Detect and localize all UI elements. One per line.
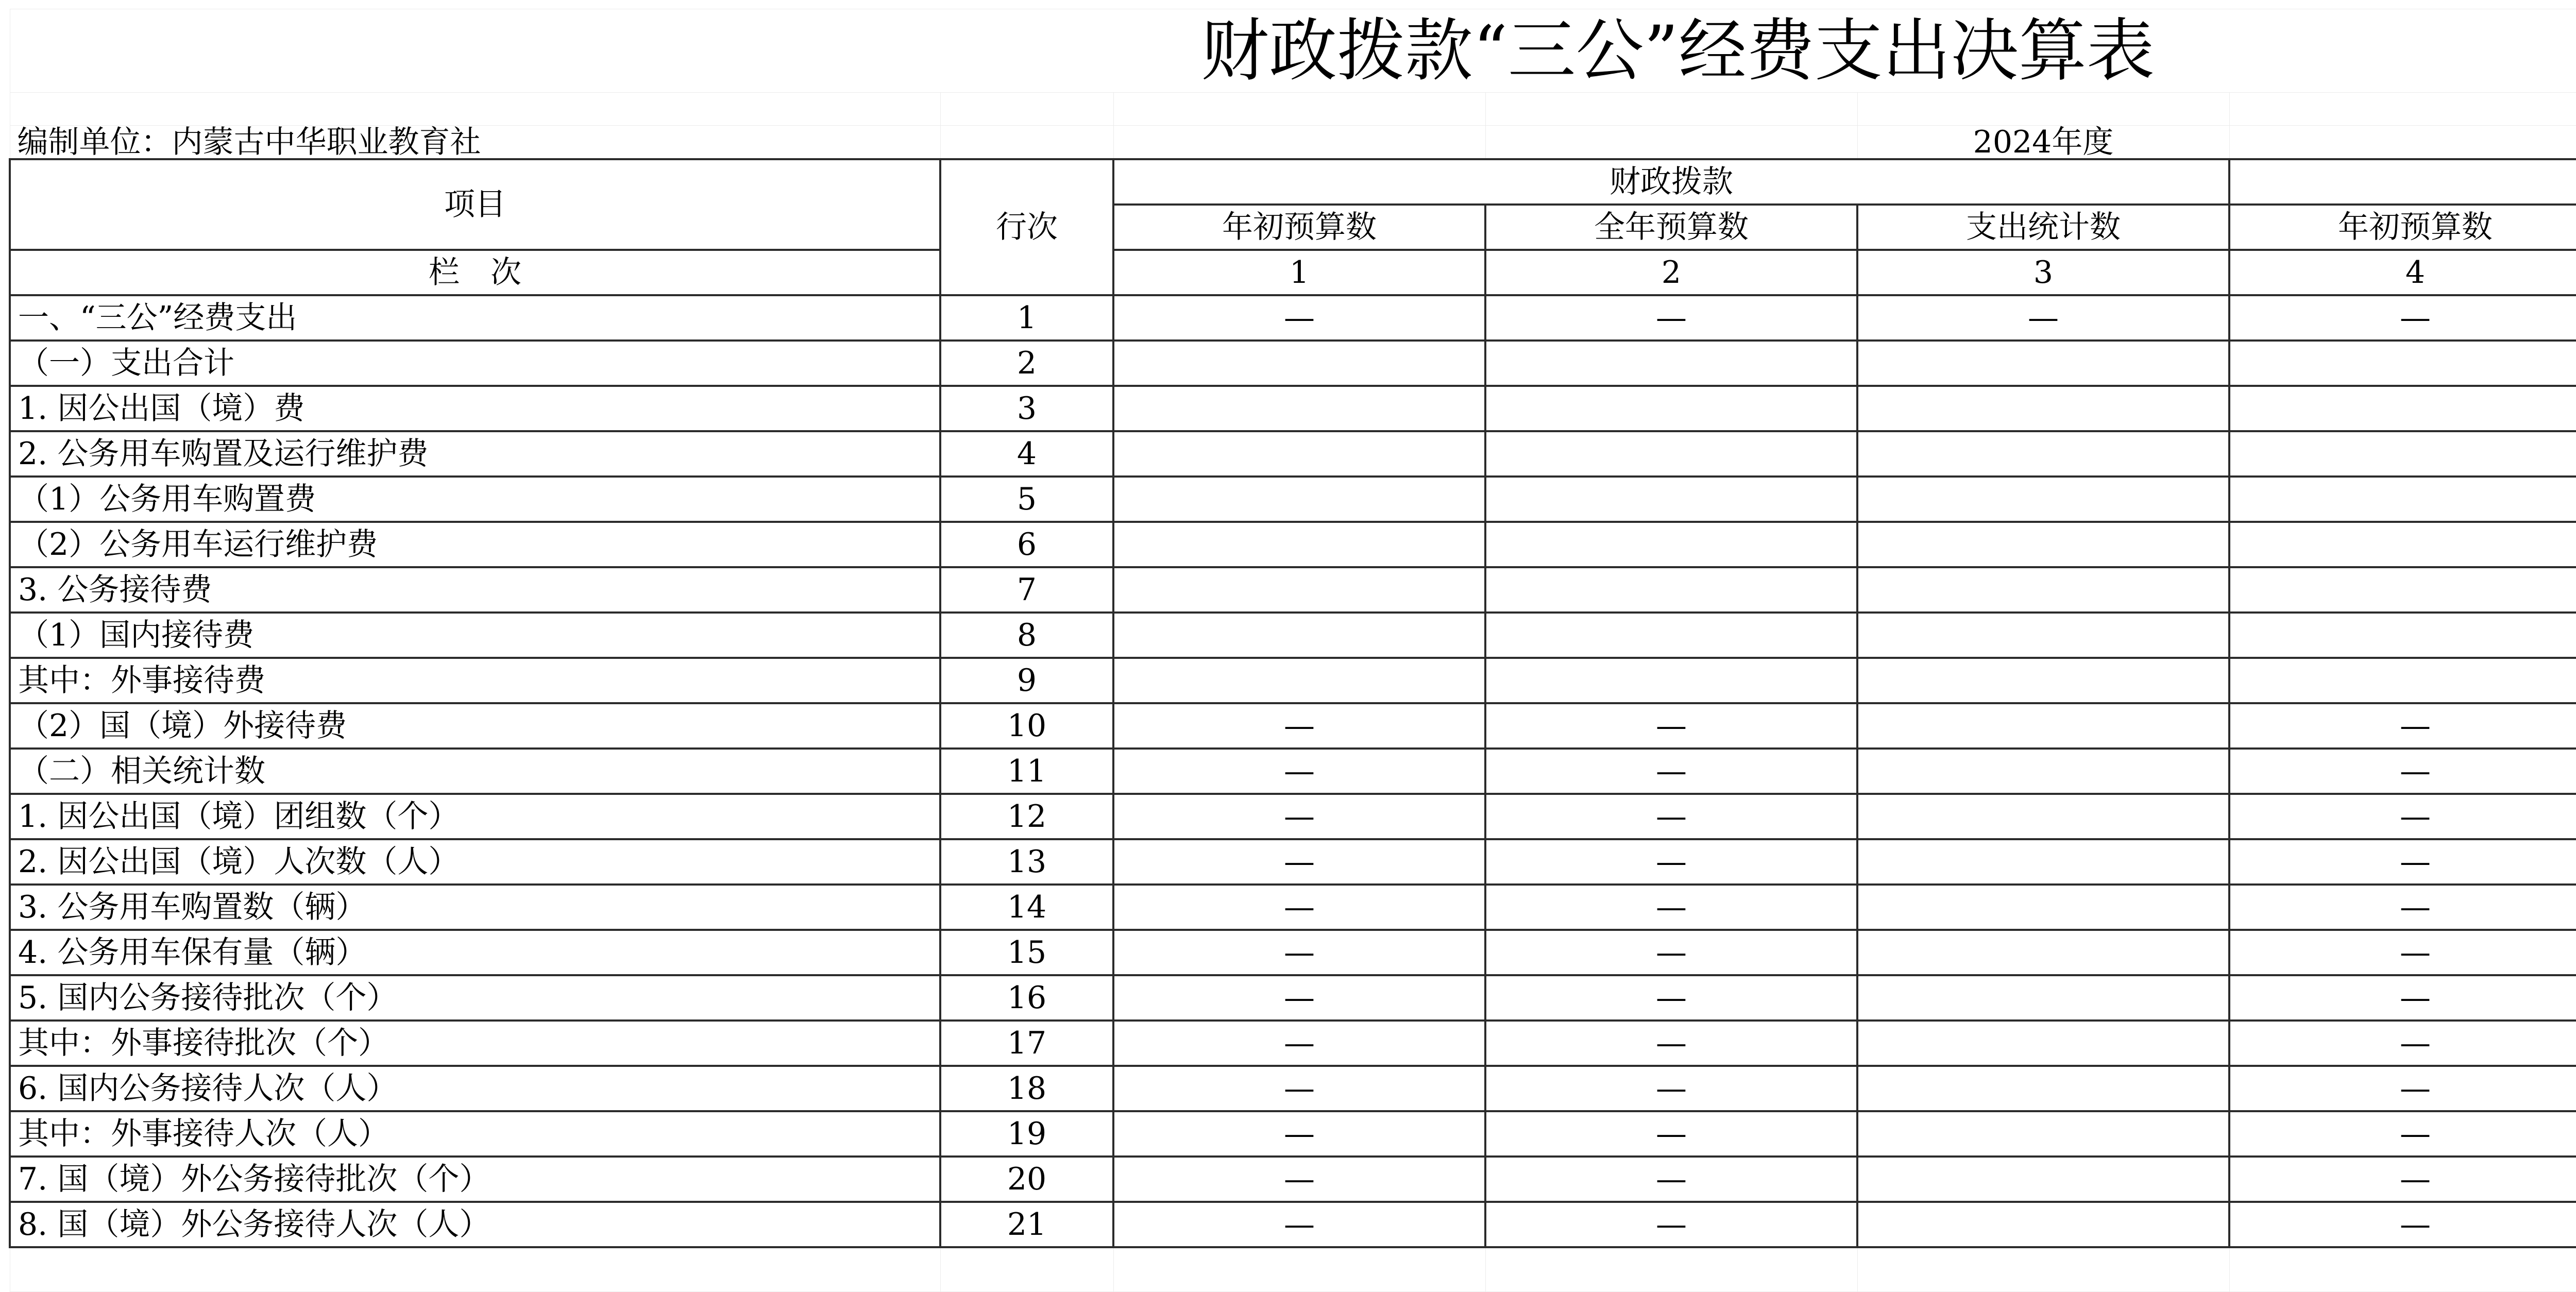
row-cell: [1857, 975, 2229, 1021]
row-cell: [1485, 522, 1857, 567]
row-cell: —: [1485, 885, 1857, 930]
row-cell: [2229, 613, 2576, 658]
row-cell: [1857, 703, 2229, 749]
row-label: 一、“三公”经费支出: [10, 295, 940, 341]
row-cell: [1857, 341, 2229, 386]
row-cell: [1857, 522, 2229, 567]
row-label: 其中：外事接待费: [10, 658, 940, 703]
row-cell: —: [2229, 1021, 2576, 1066]
row-label: 5. 国内公务接待批次（个）: [10, 975, 940, 1021]
row-line-number: 18: [940, 1066, 1113, 1111]
table-row: [10, 885, 2576, 930]
row-cell: —: [2229, 1111, 2576, 1157]
header-sub-1: 年初预算数: [1113, 205, 1485, 250]
header-general: [2229, 159, 2576, 205]
table-row: [10, 1111, 2576, 1157]
table-row: [10, 567, 2576, 613]
row-cell: [1113, 522, 1485, 567]
row-cell: —: [1113, 839, 1485, 885]
table-row: [10, 295, 2576, 341]
row-cell: [2229, 658, 2576, 703]
row-cell: [1113, 431, 1485, 477]
row-cell: —: [1857, 295, 2229, 341]
header-num-2: 2: [1485, 250, 1857, 295]
report-title: 财政拨款“三公”经费支出决算表: [10, 9, 2576, 93]
row-cell: [1857, 839, 2229, 885]
row-line-number: 1: [940, 295, 1113, 341]
row-line-number: 5: [940, 477, 1113, 522]
row-cell: [1485, 431, 1857, 477]
table-row: [10, 703, 2576, 749]
row-label: 4. 公务用车保有量（辆）: [10, 930, 940, 975]
row-cell: [1485, 386, 1857, 431]
row-cell: —: [1485, 1066, 1857, 1111]
row-cell: [2229, 386, 2576, 431]
row-cell: [1113, 567, 1485, 613]
row-line-number: 21: [940, 1202, 1113, 1247]
row-cell: [1857, 1111, 2229, 1157]
row-line-number: 8: [940, 613, 1113, 658]
row-cell: [1857, 431, 2229, 477]
row-cell: [1857, 794, 2229, 839]
row-label: 1. 因公出国（境）团组数（个）: [10, 794, 940, 839]
table-row: [10, 975, 2576, 1021]
row-cell: [1113, 613, 1485, 658]
row-line-number: 19: [940, 1111, 1113, 1157]
header-sub-3: 支出统计数: [1857, 205, 2229, 250]
header-num-4: 4: [2229, 250, 2576, 295]
row-cell: —: [1485, 930, 1857, 975]
row-label: 2. 公务用车购置及运行维护费: [10, 431, 940, 477]
row-label: （2）公务用车运行维护费: [10, 522, 940, 567]
row-cell: [2229, 567, 2576, 613]
row-cell: [1485, 341, 1857, 386]
row-cell: —: [1113, 749, 1485, 794]
row-cell: [1857, 749, 2229, 794]
row-label: （1）公务用车购置费: [10, 477, 940, 522]
row-cell: —: [2229, 1202, 2576, 1247]
table-row: [10, 1021, 2576, 1066]
row-cell: —: [2229, 930, 2576, 975]
row-cell: [1857, 613, 2229, 658]
row-label: 其中：外事接待批次（个）: [10, 1021, 940, 1066]
row-cell: —: [2229, 1066, 2576, 1111]
row-label: 3. 公务用车购置数（辆）: [10, 885, 940, 930]
table-row: [10, 794, 2576, 839]
table-row: [10, 1202, 2576, 1247]
row-line-number: 20: [940, 1157, 1113, 1202]
row-label: 7. 国（境）外公务接待批次（个）: [10, 1157, 940, 1202]
row-cell: —: [2229, 703, 2576, 749]
row-cell: [1857, 386, 2229, 431]
row-cell: [1857, 567, 2229, 613]
row-cell: —: [1113, 794, 1485, 839]
table-row: [10, 477, 2576, 522]
row-cell: [1113, 477, 1485, 522]
row-cell: —: [1113, 1111, 1485, 1157]
row-cell: [2229, 341, 2576, 386]
row-cell: [2229, 477, 2576, 522]
row-line-number: 12: [940, 794, 1113, 839]
row-cell: —: [1485, 794, 1857, 839]
table-row: [10, 1066, 2576, 1111]
row-cell: [2229, 431, 2576, 477]
row-cell: —: [2229, 1157, 2576, 1202]
table-row: [10, 930, 2576, 975]
table-row: [10, 839, 2576, 885]
report-table: [9, 9, 2576, 1292]
row-cell: [1113, 386, 1485, 431]
row-line-number: 7: [940, 567, 1113, 613]
row-cell: —: [1485, 1021, 1857, 1066]
row-cell: [1857, 1157, 2229, 1202]
row-label: 其中：外事接待人次（人）: [10, 1111, 940, 1157]
row-line-number: 11: [940, 749, 1113, 794]
row-line-number: 15: [940, 930, 1113, 975]
row-cell: —: [2229, 794, 2576, 839]
row-line-number: 17: [940, 1021, 1113, 1066]
row-line-number: 3: [940, 386, 1113, 431]
row-label: 2. 因公出国（境）人次数（人）: [10, 839, 940, 885]
row-cell: —: [1113, 295, 1485, 341]
row-cell: [1485, 567, 1857, 613]
header-num-3: 3: [1857, 250, 2229, 295]
row-cell: —: [1113, 975, 1485, 1021]
row-cell: —: [2229, 885, 2576, 930]
row-line-number: 10: [940, 703, 1113, 749]
row-cell: —: [1485, 1202, 1857, 1247]
row-cell: [1857, 477, 2229, 522]
row-cell: [1113, 658, 1485, 703]
table-row: [10, 522, 2576, 567]
table-row: [10, 431, 2576, 477]
row-line-number: 14: [940, 885, 1113, 930]
row-label: 8. 国（境）外公务接待人次（人）: [10, 1202, 940, 1247]
row-cell: —: [1485, 975, 1857, 1021]
row-line-number: 16: [940, 975, 1113, 1021]
row-cell: —: [1113, 885, 1485, 930]
table-row: [10, 658, 2576, 703]
table-row: [10, 613, 2576, 658]
row-line-number: 13: [940, 839, 1113, 885]
row-label: （一）支出合计: [10, 341, 940, 386]
row-cell: [1857, 1202, 2229, 1247]
row-cell: [1857, 930, 2229, 975]
table-row: [10, 749, 2576, 794]
header-column-row: 栏 次: [10, 250, 940, 295]
row-cell: —: [1113, 1021, 1485, 1066]
row-cell: —: [2229, 295, 2576, 341]
row-cell: —: [2229, 749, 2576, 794]
row-label: （2）国（境）外接待费: [10, 703, 940, 749]
row-cell: [1857, 658, 2229, 703]
row-cell: —: [1485, 1111, 1857, 1157]
table-row: [10, 386, 2576, 431]
header-num-1: 1: [1113, 250, 1485, 295]
row-label: 1. 因公出国（境）费: [10, 386, 940, 431]
row-cell: [2229, 522, 2576, 567]
row-cell: [1113, 341, 1485, 386]
row-cell: —: [1113, 1066, 1485, 1111]
row-label: （二）相关统计数: [10, 749, 940, 794]
row-cell: —: [1485, 839, 1857, 885]
row-line-number: 6: [940, 522, 1113, 567]
row-cell: [1857, 1066, 2229, 1111]
header-sub-4: 年初预算数: [2229, 205, 2576, 250]
header-sub-2: 全年预算数: [1485, 205, 1857, 250]
row-cell: —: [1113, 1157, 1485, 1202]
row-cell: —: [1485, 703, 1857, 749]
row-cell: [1485, 658, 1857, 703]
table-row: [10, 341, 2576, 386]
row-cell: —: [2229, 975, 2576, 1021]
row-cell: [1857, 885, 2229, 930]
header-fiscal: 财政拨款: [1113, 159, 2229, 205]
row-cell: —: [1485, 749, 1857, 794]
header-line: 行次: [940, 159, 1113, 295]
row-cell: —: [1113, 1202, 1485, 1247]
row-cell: —: [1113, 930, 1485, 975]
row-cell: [1857, 1021, 2229, 1066]
row-cell: —: [1485, 1157, 1857, 1202]
row-line-number: 9: [940, 658, 1113, 703]
row-label: 6. 国内公务接待人次（人）: [10, 1066, 940, 1111]
row-label: 3. 公务接待费: [10, 567, 940, 613]
header-item: 项目: [10, 159, 940, 250]
row-cell: —: [1485, 295, 1857, 341]
row-cell: —: [1113, 703, 1485, 749]
report-year: 2024年度: [1857, 126, 2229, 160]
row-cell: [1485, 613, 1857, 658]
row-cell: —: [2229, 839, 2576, 885]
table-row: [10, 1157, 2576, 1202]
org-label: 编制单位：内蒙古中华职业教育社: [10, 126, 940, 160]
row-line-number: 2: [940, 341, 1113, 386]
row-label: （1）国内接待费: [10, 613, 940, 658]
row-line-number: 4: [940, 431, 1113, 477]
row-cell: [1485, 477, 1857, 522]
